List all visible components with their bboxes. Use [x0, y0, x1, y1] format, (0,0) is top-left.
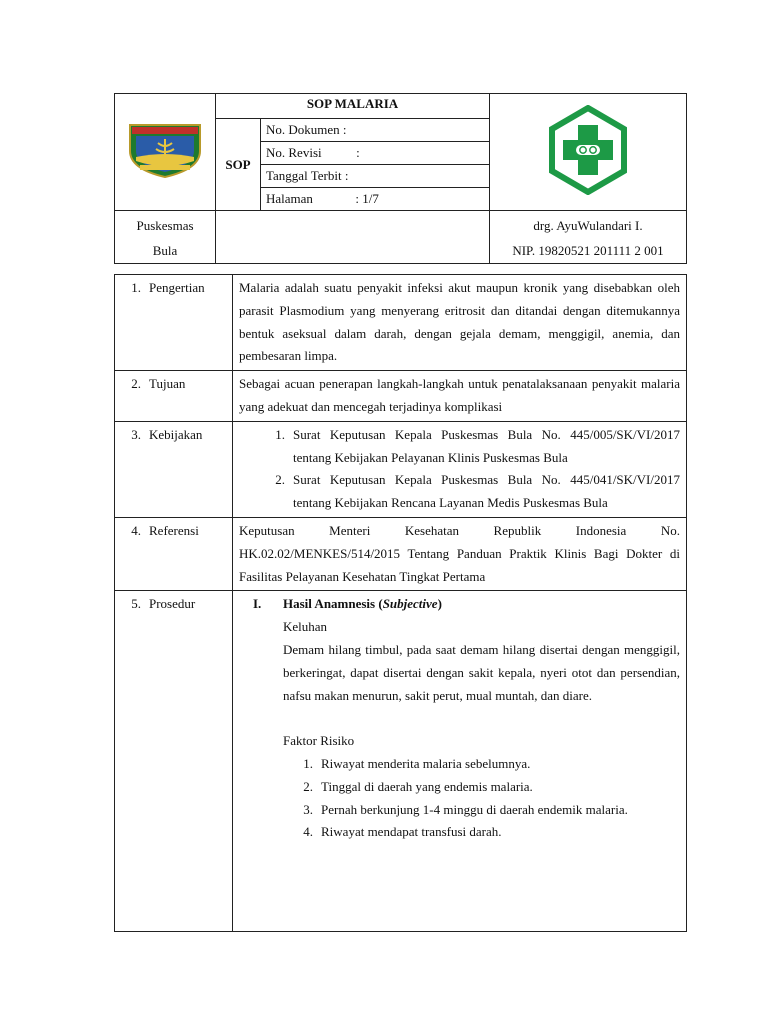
- section-label: 1. Pengertian: [115, 275, 233, 371]
- field-no-dokumen: [261, 119, 490, 142]
- field-value: :: [342, 122, 347, 137]
- row-referensi: [115, 517, 687, 590]
- list-item: 3. Pernah berkunjung 1-4 minggu di daerah endemik malaria.: [303, 801, 628, 817]
- puskesmas-line2: Bula: [152, 243, 178, 258]
- list-item: 2. Surat Keputusan Kepala Puskesmas Bula No. 445/041/SK/VI/2017 tentang Kebijakan Rencana Layanan Medis Puskesmas Bula: [275, 472, 680, 511]
- row-tujuan: [115, 371, 687, 422]
- section-label: 5. Prosedur: [115, 591, 233, 932]
- list-item: 1. Riwayat menderita malaria sebelumnya.: [303, 755, 531, 771]
- faktor-title: Faktor Risiko: [283, 733, 355, 749]
- kebijakan-list-cell: [233, 421, 687, 517]
- signer-cell: [490, 211, 687, 264]
- field-label: Tanggal Terbit: [266, 168, 342, 183]
- sop-header-table: [114, 93, 687, 264]
- prosedur-heading: I. Hasil Anamnesis (Subjective): [253, 596, 442, 612]
- field-value: :: [344, 168, 349, 183]
- field-tanggal-terbit: [261, 165, 490, 188]
- puskesmas-name-cell: [115, 211, 216, 264]
- document-title: SOP MALARIA: [216, 94, 490, 119]
- section-label: 4. Referensi: [115, 517, 233, 590]
- sop-label: SOP: [216, 119, 261, 211]
- field-value: :: [356, 145, 360, 160]
- keluhan-text: Demam hilang timbul, pada saat demam hilang disertai dengan menggigil, berkeringat, dapat disertai dengan sakit kepala, nyeri otot dan persendian, nafsu makan menurun, sakit perut, mual muntah, dan diare.: [283, 641, 680, 703]
- puskesmas-logo-icon: [543, 105, 633, 195]
- signer-name: drg. AyuWulandari I.: [533, 218, 643, 233]
- field-halaman: [261, 188, 490, 211]
- row-pengertian: [115, 275, 687, 371]
- prosedur-cell: [233, 591, 687, 932]
- sop-content-table: [114, 274, 687, 932]
- list-item: 4. Riwayat mendapat transfusi darah.: [303, 824, 502, 840]
- keluhan-title: Keluhan: [283, 619, 328, 635]
- faktor-list: [239, 753, 680, 844]
- section-label: 3. Kebijakan: [115, 421, 233, 517]
- puskesmas-line1: Puskesmas: [136, 218, 194, 233]
- referensi-text: Keputusan Menteri Kesehatan Republik Indonesia No. HK.02.02/MENKES/514/2015 Tentang Panduan Praktik Klinis Bagi Dokter di Fasilitas Pelayanan Kesehatan Tingkat Pertama: [233, 517, 687, 590]
- kebijakan-list: [239, 424, 680, 515]
- row-kebijakan: [115, 421, 687, 517]
- section-label: 2. Tujuan: [115, 371, 233, 422]
- district-logo-cell: [115, 94, 216, 211]
- list-item: 1. Surat Keputusan Kepala Puskesmas Bula No. 445/005/SK/VI/2017 tentang Kebijakan Pelayanan Klinis Puskesmas Bula: [275, 426, 680, 465]
- row-prosedur: [115, 591, 687, 932]
- field-label: Halaman: [266, 191, 313, 206]
- signer-nip: NIP. 19820521 201111 2 001: [512, 243, 664, 258]
- pengertian-text: Malaria adalah suatu penyakit infeksi akut maupun kronik yang disebabkan oleh parasit Plasmodium yang menyerang eritrosit dan ditandai dengan ditemukannya bentuk aseksual dalam darah, dengan gejala demam, menggigil, anemia, dan pembesaran limpa.: [233, 275, 687, 371]
- list-item: 2. Tinggal di daerah yang endemis malaria.: [303, 778, 533, 794]
- field-value: : 1/7: [355, 191, 379, 206]
- district-emblem-icon: [122, 121, 208, 179]
- field-no-revisi: [261, 142, 490, 165]
- blank-cell: [216, 211, 490, 264]
- tujuan-text: Sebagai acuan penerapan langkah-langkah untuk penatalaksanaan penyakit malaria yang adekuat dan mencegah terjadinya komplikasi: [233, 371, 687, 422]
- field-label: No. Dokumen: [266, 122, 340, 137]
- field-label: No. Revisi: [266, 145, 322, 160]
- puskesmas-logo-cell: [490, 94, 687, 211]
